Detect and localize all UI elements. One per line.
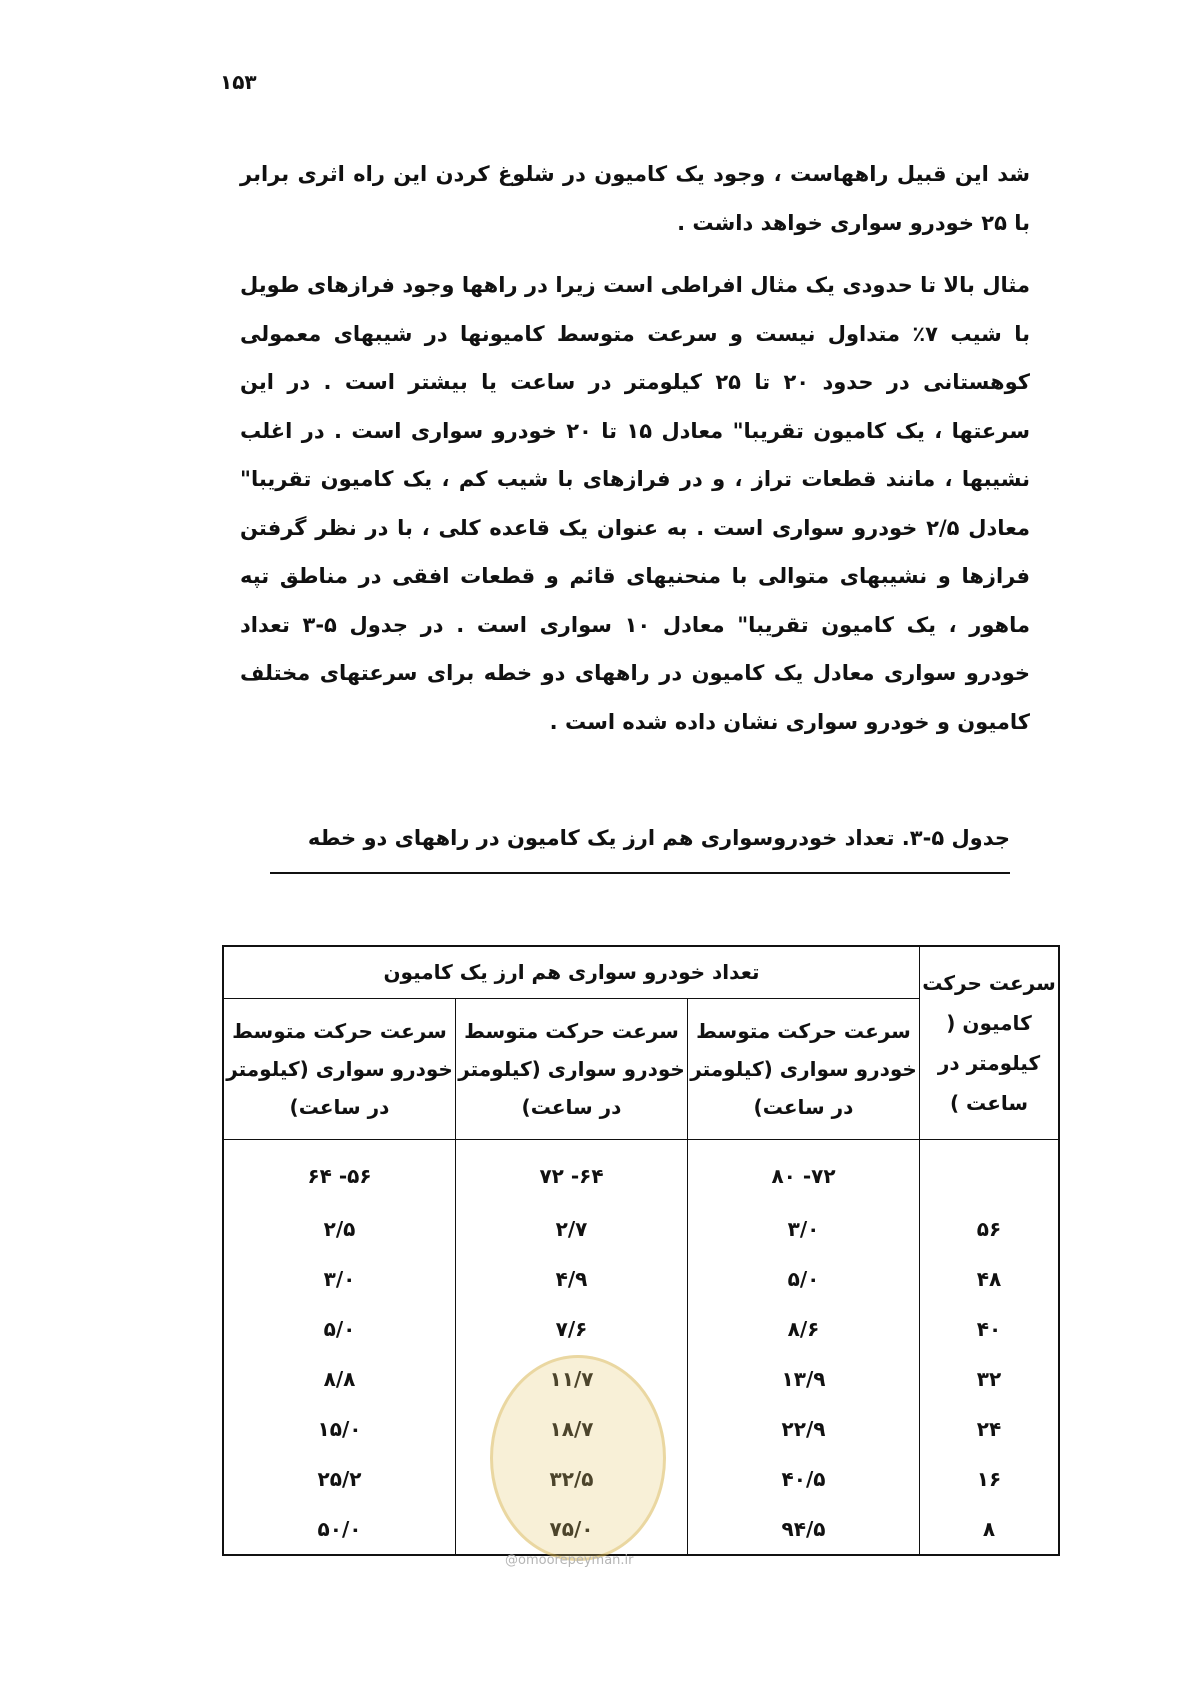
watermark-seal-icon [490, 1355, 666, 1561]
caption-underline [270, 872, 1010, 874]
value-cell: ۳۲/۵ [456, 1454, 688, 1504]
truck-speed-cell: ۲۴ [920, 1404, 1060, 1454]
value-cell: ۴۰/۵ [688, 1454, 920, 1504]
watermark-text: @omoorepeyman.ir [505, 1553, 634, 1568]
header-equivalent-count: تعداد خودرو سواری هم ارز یک کامیون [223, 946, 920, 998]
value-cell: ۲/۵ [223, 1204, 456, 1254]
range-cell: ۷۲- ۸۰ [688, 1140, 920, 1205]
value-cell: ۴/۹ [456, 1254, 688, 1304]
value-cell: ۸/۶ [688, 1304, 920, 1354]
value-cell: ۱۱/۷ [456, 1354, 688, 1404]
truck-speed-cell: ۱۶ [920, 1454, 1060, 1504]
range-row [223, 1140, 1059, 1205]
paragraph-1: شد این قبیل راههاست ، وجود یک کامیون در شلوغ کردن این راه اثری برابر با ۲۵ خودرو سواری خواهد داشت . [240, 162, 1030, 235]
truck-speed-cell: ۵۶ [920, 1204, 1060, 1254]
table-row [223, 1204, 1059, 1254]
table-caption: جدول ۵-۳. تعداد خودروسواری هم ارز یک کامیون در راههای دو خطه [307, 826, 1010, 850]
range-cell: ۶۴- ۷۲ [456, 1140, 688, 1205]
header-truck-speed: سرعت حرکت کامیون ( کیلومتر در ساعت ) [920, 946, 1060, 1140]
body-text [240, 150, 1030, 746]
truck-speed-cell: ۴۸ [920, 1254, 1060, 1304]
value-cell: ۳/۰ [223, 1254, 456, 1304]
value-cell: ۷/۶ [456, 1304, 688, 1354]
value-cell: ۲۲/۹ [688, 1404, 920, 1454]
range-empty-cell [920, 1140, 1060, 1205]
value-cell: ۹۴/۵ [688, 1504, 920, 1555]
value-cell: ۸/۸ [223, 1354, 456, 1404]
truck-speed-cell: ۴۰ [920, 1304, 1060, 1354]
header-car-speed-3: سرعت حرکت متوسط خودرو سواری (کیلومتر در ساعت) [223, 998, 456, 1139]
paragraph-2: مثال بالا تا حدودی یک مثال افراطی است زیرا در راهها وجود فرازهای طویل با شیب ۷٪ متداول نیست و سرعت متوسط کامیونها در شیبهای معمولی کوهستانی در حدود ۲۰ تا ۲۵ کیلومتر در ساعت یا بیشتر است . در این سرعتها ، یک کامیون تقریبا" معادل ۱۵ تا ۲۰ خودرو سواری است . در اغلب نشیبها ، مانند قطعات تراز ، و در فرازهای با شیب کم ، یک کامیون تقریبا" معادل ۲/۵ خودرو سواری است . به عنوان یک قاعده کلی ، با در نظر گرفتن فرازها و نشیبهای متوالی با منحنیهای قائم و قطعات افقی در مناطق تپه ماهور ، یک کامیون تقریبا" معادل ۱۰ سواری است . در جدول ۵-۳ تعداد خودرو سواری معادل یک کامیون در راههای دو خطه برای سرعتهای مختلف کامیون و خودرو سواری نشان داده شده است . [240, 273, 1030, 734]
value-cell: ۷۵/۰ [456, 1504, 688, 1555]
page-number: ۱۵۳ [220, 70, 257, 94]
header-car-speed-2: سرعت حرکت متوسط خودرو سواری (کیلومتر در ساعت) [456, 998, 688, 1139]
truck-speed-cell: ۸ [920, 1504, 1060, 1555]
header-car-speed-1: سرعت حرکت متوسط خودرو سواری (کیلومتر در ساعت) [688, 998, 920, 1139]
truck-speed-cell: ۳۲ [920, 1354, 1060, 1404]
range-cell: ۵۶- ۶۴ [223, 1140, 456, 1205]
value-cell: ۵/۰ [688, 1254, 920, 1304]
value-cell: ۵۰/۰ [223, 1504, 456, 1555]
value-cell: ۵/۰ [223, 1304, 456, 1354]
table-row [223, 1254, 1059, 1304]
value-cell: ۱۵/۰ [223, 1404, 456, 1454]
value-cell: ۲۵/۲ [223, 1454, 456, 1504]
table-row [223, 1304, 1059, 1354]
value-cell: ۳/۰ [688, 1204, 920, 1254]
value-cell: ۱۳/۹ [688, 1354, 920, 1404]
value-cell: ۲/۷ [456, 1204, 688, 1254]
value-cell: ۱۸/۷ [456, 1404, 688, 1454]
